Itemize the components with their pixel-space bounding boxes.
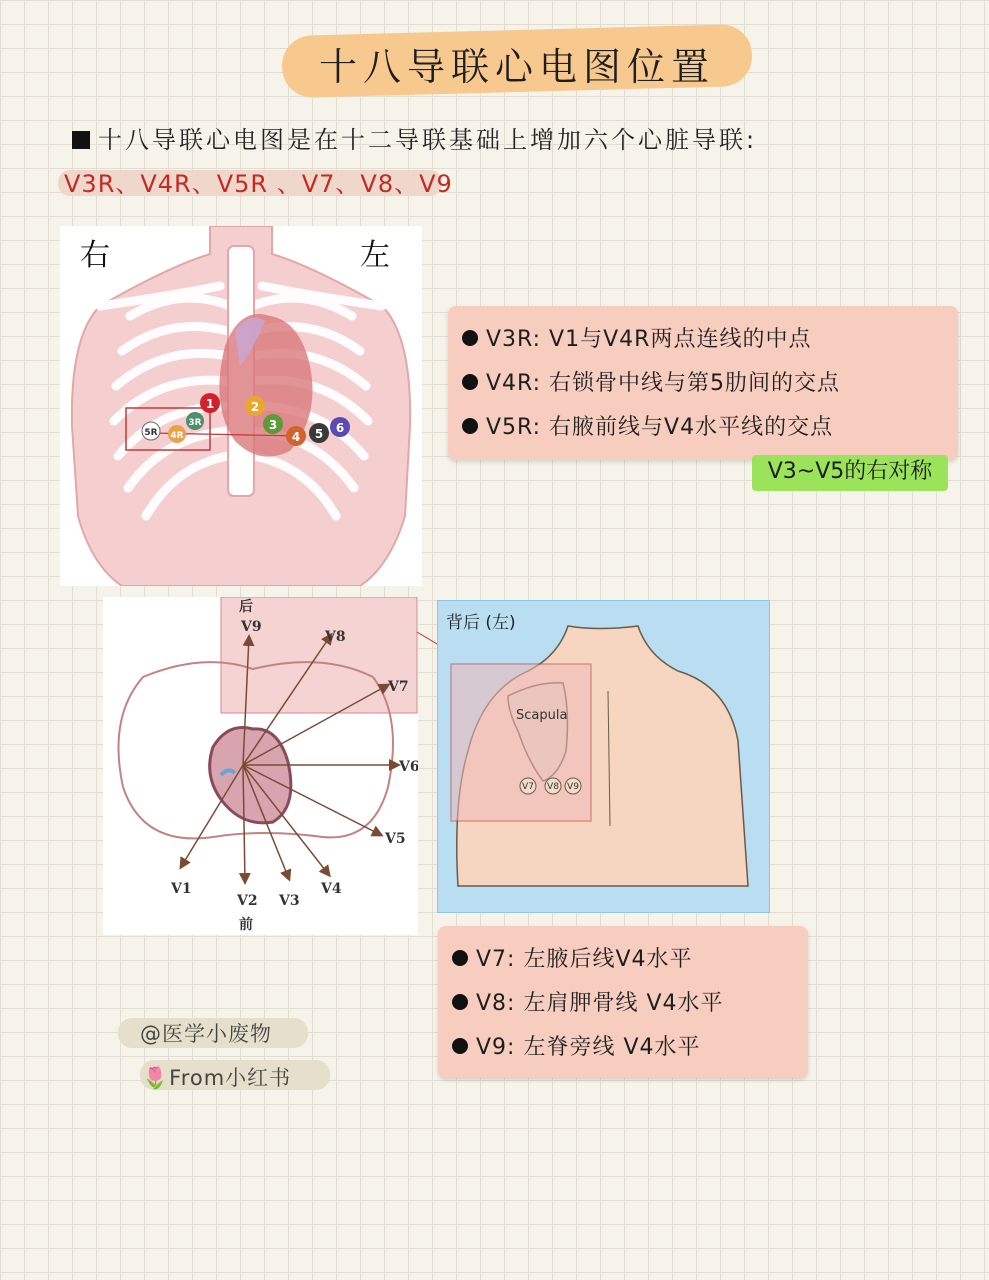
v5r-text: V5R: 右腋前线与V4水平线的交点	[486, 415, 834, 440]
square-bullet-icon	[72, 131, 90, 149]
left-side-label: 左	[360, 238, 390, 273]
posterior-leads-box	[438, 926, 808, 1078]
right-leads-box	[448, 306, 958, 460]
electrode-3-label: 3	[268, 418, 278, 432]
axis-lead-v7: V7	[388, 679, 409, 695]
axis-lead-v2: V2	[237, 893, 258, 909]
axis-lead-v9: V9	[241, 619, 262, 635]
v8-text: V8: 左肩胛骨线 V4水平	[476, 991, 724, 1016]
symmetry-note: V3~V5的右对称	[752, 455, 948, 491]
bullet-icon	[462, 418, 478, 434]
page-title: 十八导联心电图位置	[318, 45, 715, 89]
v4r-text: V4R: 右锁骨中线与第5肋间的交点	[486, 371, 841, 396]
back-lead-v8: V8	[547, 782, 559, 792]
v8-item	[452, 986, 724, 1017]
back-direction-label: 后	[239, 599, 253, 615]
axis-lead-v6: V6	[399, 759, 418, 775]
source-credit	[142, 1062, 291, 1092]
v5r-item	[462, 410, 833, 441]
axis-lead-v3: V3	[279, 893, 300, 909]
front-direction-label: 前	[239, 917, 253, 933]
v7-text: V7: 左腋后线V4水平	[476, 947, 693, 972]
added-leads-text: V3R、V4R、V5R 、V7、V8、V9	[64, 170, 453, 198]
v9-text: V9: 左脊旁线 V4水平	[476, 1035, 701, 1060]
back-diagram	[437, 600, 770, 913]
bullet-icon	[462, 330, 478, 346]
intro-text	[72, 120, 757, 155]
electrode-1-label: 1	[205, 397, 215, 411]
bullet-icon	[452, 994, 468, 1010]
tulip-icon: 🌷	[142, 1066, 170, 1090]
back-lead-v7: V7	[522, 782, 534, 792]
axis-lead-v1: V1	[171, 881, 192, 897]
back-title: 背后 (左)	[446, 613, 516, 633]
electrode-5r-label: 5R	[144, 428, 158, 438]
v4r-item	[462, 366, 840, 397]
bullet-icon	[452, 1038, 468, 1054]
right-side-label: 右	[80, 238, 110, 273]
electrode-2-label: 2	[250, 400, 260, 414]
electrode-4r-label: 4R	[170, 431, 184, 441]
electrode-3r-label: 3R	[188, 418, 202, 428]
bullet-icon	[452, 950, 468, 966]
chest-diagram	[60, 226, 422, 586]
v7-item	[452, 942, 693, 973]
back-lead-v9: V9	[567, 782, 579, 792]
v3r-text: V3R: V1与V4R两点连线的中点	[486, 327, 812, 352]
axis-lead-v4: V4	[321, 881, 342, 897]
chest-illustration	[60, 226, 422, 586]
source-credit-label: From小红书	[169, 1066, 292, 1090]
v3r-item	[462, 322, 811, 353]
electrode-6-label: 6	[335, 421, 345, 435]
bullet-icon	[462, 374, 478, 390]
electrode-5-label: 5	[314, 427, 324, 441]
electrode-4-label: 4	[291, 430, 301, 444]
intro-label: 十八导联心电图是在十二导联基础上增加六个心脏导联:	[98, 126, 758, 154]
author-credit: @医学小废物	[140, 1022, 272, 1046]
v9-item	[452, 1030, 701, 1061]
axis-illustration	[103, 597, 418, 935]
scapula-label: Scapula	[516, 708, 568, 723]
lead-axis-diagram	[103, 597, 418, 935]
axis-lead-v5: V5	[385, 831, 406, 847]
back-illustration	[438, 601, 770, 913]
axis-lead-v8: V8	[325, 629, 346, 645]
